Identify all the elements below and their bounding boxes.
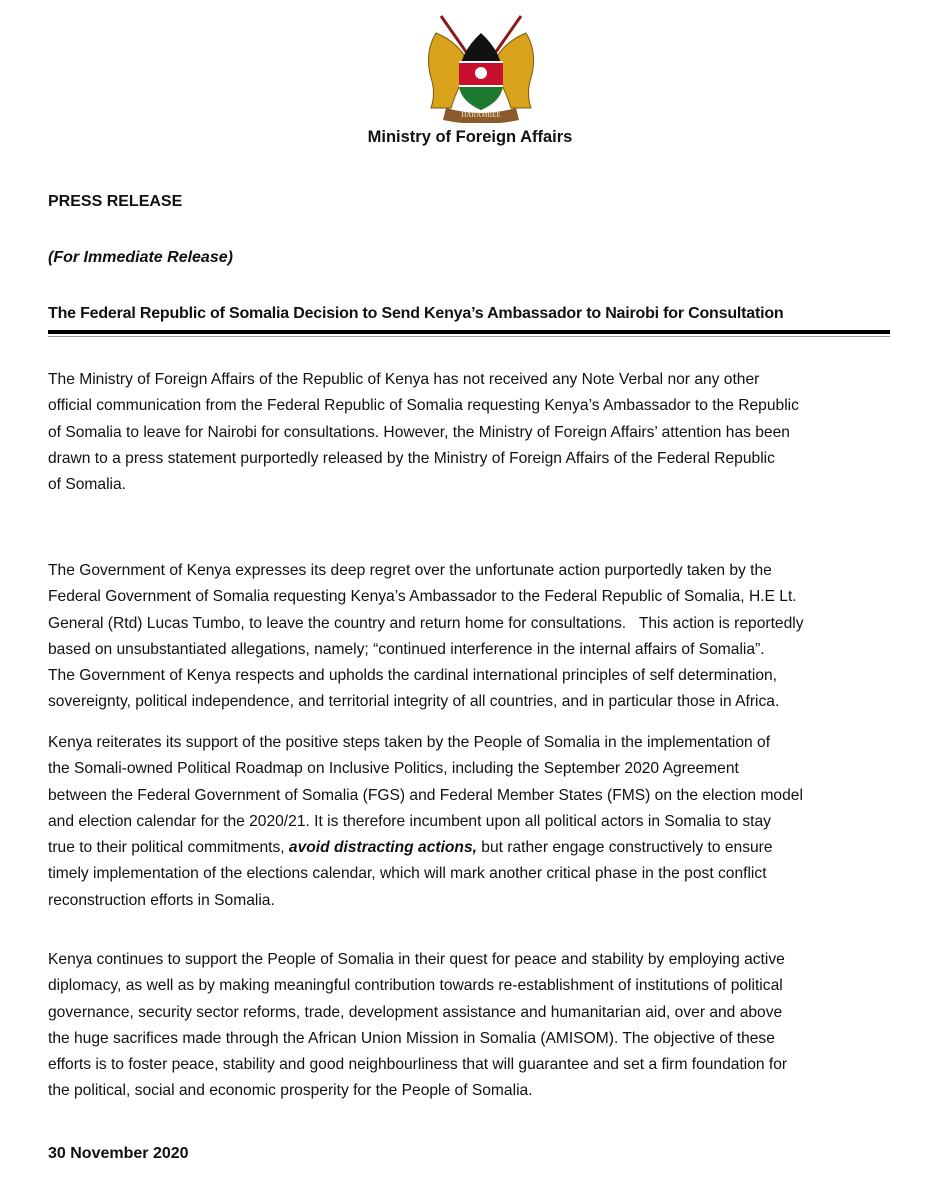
crest-motto: HARAMBEE: [461, 111, 501, 119]
paragraph-line: the Somali-owned Political Roadmap on Inclusive Politics, including the September 2020 Agreement: [48, 760, 739, 778]
paragraph-line: [48, 835, 908, 861]
paragraph-line: and election calendar for the 2020/21. It is therefore incumbent upon all political actors in Somalia to stay: [48, 812, 771, 830]
kenya-coat-of-arms-logo: [406, 8, 556, 123]
paragraph-line: efforts is to foster peace, stability and good neighbourliness that will guarantee and set a firm foundation for: [48, 1056, 788, 1074]
paragraph-line: between the Federal Government of Somalia (FGS) and Federal Member States (FMS) on the election model: [48, 786, 803, 804]
paragraph-line: The Government of Kenya respects and upholds the cardinal international principles of self determination,: [48, 667, 777, 685]
paragraph-line: sovereignty, political independence, and territorial integrity of all countries, and in particular those in Africa.: [48, 693, 780, 711]
paragraph-line: governance, security sector reforms, trade, development assistance and humanitarian aid, over and above: [48, 1003, 783, 1021]
paragraph-line: The Ministry of Foreign Affairs of the Republic of Kenya has not received any Note Verbal nor any other: [48, 371, 760, 388]
paragraph-line: official communication from the Federal Republic of Somalia requesting Kenya’s Ambassador to the Republic: [48, 397, 799, 415]
paragraph-line: based on unsubstantiated allegations, namely; “continued interference in the internal affairs of Somalia”.: [48, 640, 765, 658]
ministry-name: Ministry of Foreign Affairs: [367, 128, 573, 146]
paragraph-3: [48, 730, 908, 914]
paragraph-line: Federal Government of Somalia requesting Kenya’s Ambassador to the Federal Republic of Somalia, H.E Lt.: [48, 588, 797, 606]
emphasized-text: avoid distracting actions,: [288, 839, 477, 857]
paragraph-line: the political, social and economic prosperity for the People of Somalia.: [48, 1082, 533, 1100]
title-divider: [48, 330, 890, 334]
paragraph-line: of Somalia.: [48, 476, 127, 494]
paragraph-line: diplomacy, as well as by making meaningful contribution towards re-establishment of institutions of political: [48, 977, 783, 995]
title-divider-thin: [48, 336, 890, 337]
press-release-title: The Federal Republic of Somalia Decision to Send Kenya’s Ambassador to Nairobi for Consultation: [48, 305, 784, 322]
paragraph-line: Kenya continues to support the People of Somalia in their quest for peace and stability by employing active: [48, 951, 785, 968]
release-date: 30 November 2020: [48, 1145, 189, 1162]
paragraph-line: The Government of Kenya expresses its deep regret over the unfortunate action purportedly taken by the: [48, 562, 772, 579]
paragraph-line: General (Rtd) Lucas Tumbo, to leave the country and return home for consultations. This action is reportedly: [48, 614, 804, 632]
paragraph-4: [48, 947, 908, 1105]
paragraph-1: [48, 367, 908, 498]
press-release-label: PRESS RELEASE: [48, 193, 183, 210]
paragraph-line: Kenya reiterates its support of the positive steps taken by the People of Somalia in the implementation of: [48, 734, 771, 751]
release-note: (For Immediate Release): [48, 249, 233, 266]
paragraph-2: [48, 558, 908, 716]
paragraph-line: reconstruction efforts in Somalia.: [48, 891, 275, 909]
paragraph-line: the huge sacrifices made through the African Union Mission in Somalia (AMISOM). The objective of these: [48, 1029, 775, 1047]
paragraph-line: timely implementation of the elections calendar, which will mark another critical phase in the post conflict: [48, 865, 767, 883]
line-text: but rather engage constructively to ensure: [476, 839, 773, 857]
paragraph-line: drawn to a press statement purportedly released by the Ministry of Foreign Affairs of the Federal Republic: [48, 449, 775, 467]
line-text: true to their political commitments,: [48, 839, 289, 857]
paragraph-line: of Somalia to leave for Nairobi for consultations. However, the Ministry of Foreign Affairs’ attention has been: [48, 423, 790, 441]
